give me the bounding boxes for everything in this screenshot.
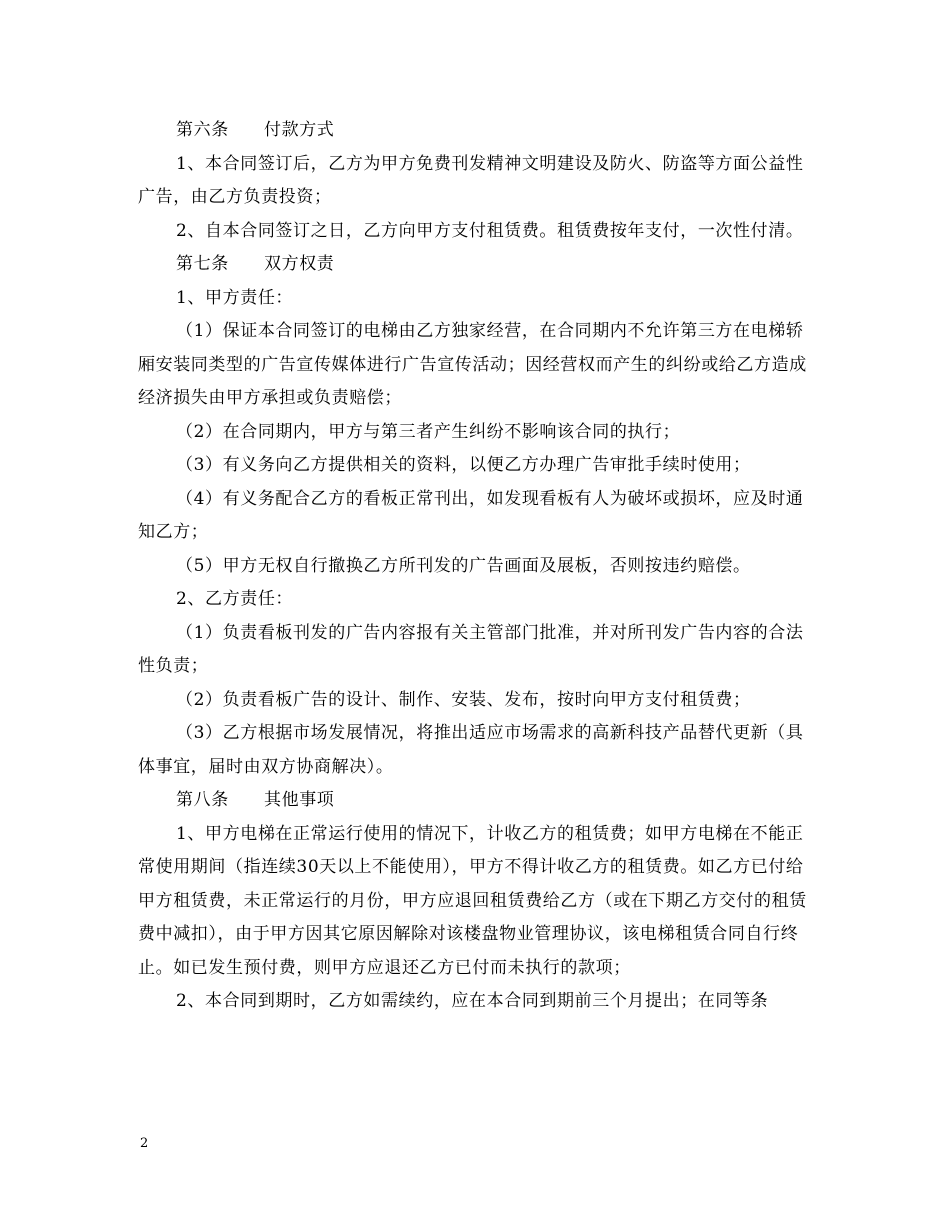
party-a-item-3: （3）有义务向乙方提供相关的资料，以便乙方办理广告审批手续时使用； <box>176 455 751 475</box>
party-b-item-1: （1）负责看板刊发的广告内容报有关主管部门批准，并对所刊发广告内容的合法性负责； <box>138 622 804 676</box>
party-a-responsibilities-heading: 1、甲方责任： <box>176 287 294 308</box>
article-8-clause-1: 1、甲方电梯在正常运行使用的情况下，计收乙方的租赁费；如甲方电梯在不能正常使用期间（指连续30天以上不能使用），甲方不得计收乙方的租赁费。如乙方已付给甲方租赁费，未正常运行的月份，甲方应退回租赁费给乙方（或在下期乙方交付的租赁费中减扣），由于甲方因其它原因解除对该楼盘物业管理协议，该电梯租赁合同自行终止。如已发生预付费，则甲方应退还乙方已付而未执行的款项； <box>138 823 807 978</box>
document-body <box>138 114 810 1019</box>
party-a-item-4: （4）有义务配合乙方的看板正常刊出，如发现看板有人为破坏或损坏，应及时通知乙方； <box>138 488 804 542</box>
article-8-clause-2: 2、本合同到期时，乙方如需续约，应在本合同到期前三个月提出；在同等条 <box>176 991 769 1011</box>
article-7-heading: 第七条 双方权责 <box>176 254 335 274</box>
article-6-clause-2: 2、自本合同签订之日，乙方向甲方支付租赁费。租赁费按年支付，一次性付清。 <box>176 220 804 241</box>
article-6-heading: 第六条 付款方式 <box>176 120 335 140</box>
party-a-item-2: （2）在合同期内，甲方与第三者产生纠纷不影响该合同的执行； <box>176 421 681 442</box>
party-a-item-5: （5）甲方无权自行撤换乙方所刊发的广告画面及展板，否则按违约赔偿。 <box>176 555 751 576</box>
party-b-item-2: （2）负责看板广告的设计、制作、安装、发布，按时向甲方支付租赁费； <box>176 689 751 710</box>
article-6-clause-1: 1、本合同签订后，乙方为甲方免费刊发精神文明建设及防火、防盗等方面公益性广告，由乙方负责投资； <box>138 153 804 207</box>
page-number: 2 <box>140 1136 149 1151</box>
article-8-heading: 第八条 其他事项 <box>176 790 335 810</box>
party-b-item-3: （3）乙方根据市场发展情况，将推出适应市场需求的高新科技产品替代更新（具体事宜，届时由双方协商解决）。 <box>138 723 804 777</box>
party-b-responsibilities-heading: 2、乙方责任： <box>176 589 294 609</box>
party-a-item-1: （1）保证本合同签订的电梯由乙方独家经营，在合同期内不允许第三方在电梯轿厢安装同类型的广告宣传媒体进行广告宣传活动；因经营权而产生的纠纷或给乙方造成经济损失由甲方承担或负责赔偿； <box>138 321 807 408</box>
